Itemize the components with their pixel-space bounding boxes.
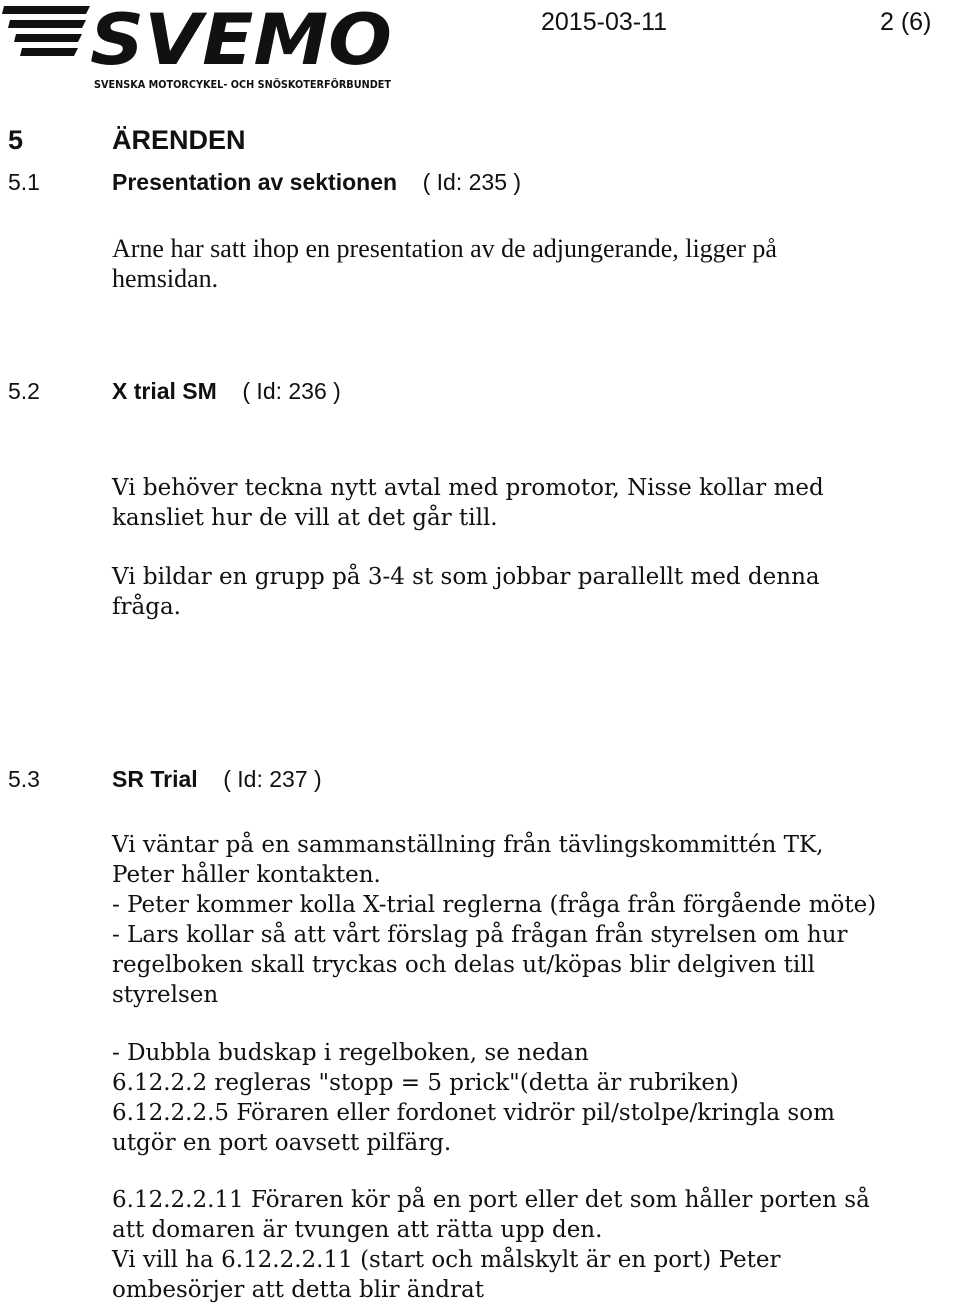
text-line: fråga. [112,594,181,620]
item-5-2-paragraph-1 [112,473,824,533]
text-line: - Dubbla budskap i regelboken, se nedan [112,1040,589,1066]
svemo-logo [2,0,431,94]
section-title: ÄRENDEN [112,125,246,155]
header-page-number: 2 (6) [880,8,932,36]
item-title [112,766,322,793]
text-line: Vi behöver teckna nytt avtal med promotor, Nisse kollar med [112,475,824,501]
text-line: ombesörjer att detta blir ändrat [112,1277,484,1303]
text-line: att domaren är tvungen att rätta upp den. [112,1217,603,1243]
text-line: Vi bildar en grupp på 3-4 st som jobbar parallellt med denna [112,564,820,590]
item-title-text: Presentation av sektionen [112,169,398,195]
text-line: styrelsen [112,982,219,1008]
item-5-3-block-2 [112,1038,835,1158]
item-id: ( Id: 236 ) [242,378,341,404]
text-line: Arne har satt ihop en presentation av de adjungerande, ligger på [112,234,777,263]
item-title-text: SR Trial [112,766,198,792]
item-number: 5.3 [8,766,40,792]
item-5-1-body [112,234,777,294]
item-5-3-block-1 [112,830,876,1010]
item-title-text: X trial SM [112,378,217,404]
item-number: 5.1 [8,169,40,195]
section-number: 5 [8,125,24,155]
svg-text:SVEMO: SVEMO [90,0,392,81]
item-5-3-block-3 [112,1185,870,1305]
item-number: 5.2 [8,378,40,404]
text-line: Vi väntar på en sammanställning från tävlingskommittén TK, [112,832,824,858]
text-line: regelboken skall tryckas och delas ut/köpas blir delgiven till [112,952,815,978]
text-line: hemsidan. [112,264,219,293]
text-line: kansliet hur de vill at det går till. [112,505,498,531]
header-date: 2015-03-11 [541,8,668,36]
text-line: 6.12.2.2.11 Föraren kör på en port eller det som håller porten så [112,1187,870,1213]
item-title [112,378,341,405]
item-id: ( Id: 235 ) [422,169,522,195]
text-line: utgör en port oavsett pilfärg. [112,1130,452,1156]
text-line: - Peter kommer kolla X-trial reglerna (fråga från förgående möte) [112,892,877,918]
text-line: - Lars kollar så att vårt förslag på frågan från styrelsen om hur [112,922,848,948]
item-title [112,169,521,196]
item-id: ( Id: 237 ) [223,766,322,792]
item-5-2-paragraph-2 [112,562,820,622]
text-line: 6.12.2.2.5 Föraren eller fordonet vidrör pil/stolpe/kringla som [112,1100,835,1126]
text-line: Peter håller kontakten. [112,862,381,888]
svg-text:SVENSKA MOTORCYKEL- OCH SNÖSKO: SVENSKA MOTORCYKEL- OCH SNÖSKOTERFÖRBUNDET [94,78,431,91]
text-line: Vi vill ha 6.12.2.2.11 (start och målskylt är en port) Peter [112,1247,781,1273]
text-line: 6.12.2.2 regleras "stopp = 5 prick"(detta är rubriken) [112,1070,739,1096]
